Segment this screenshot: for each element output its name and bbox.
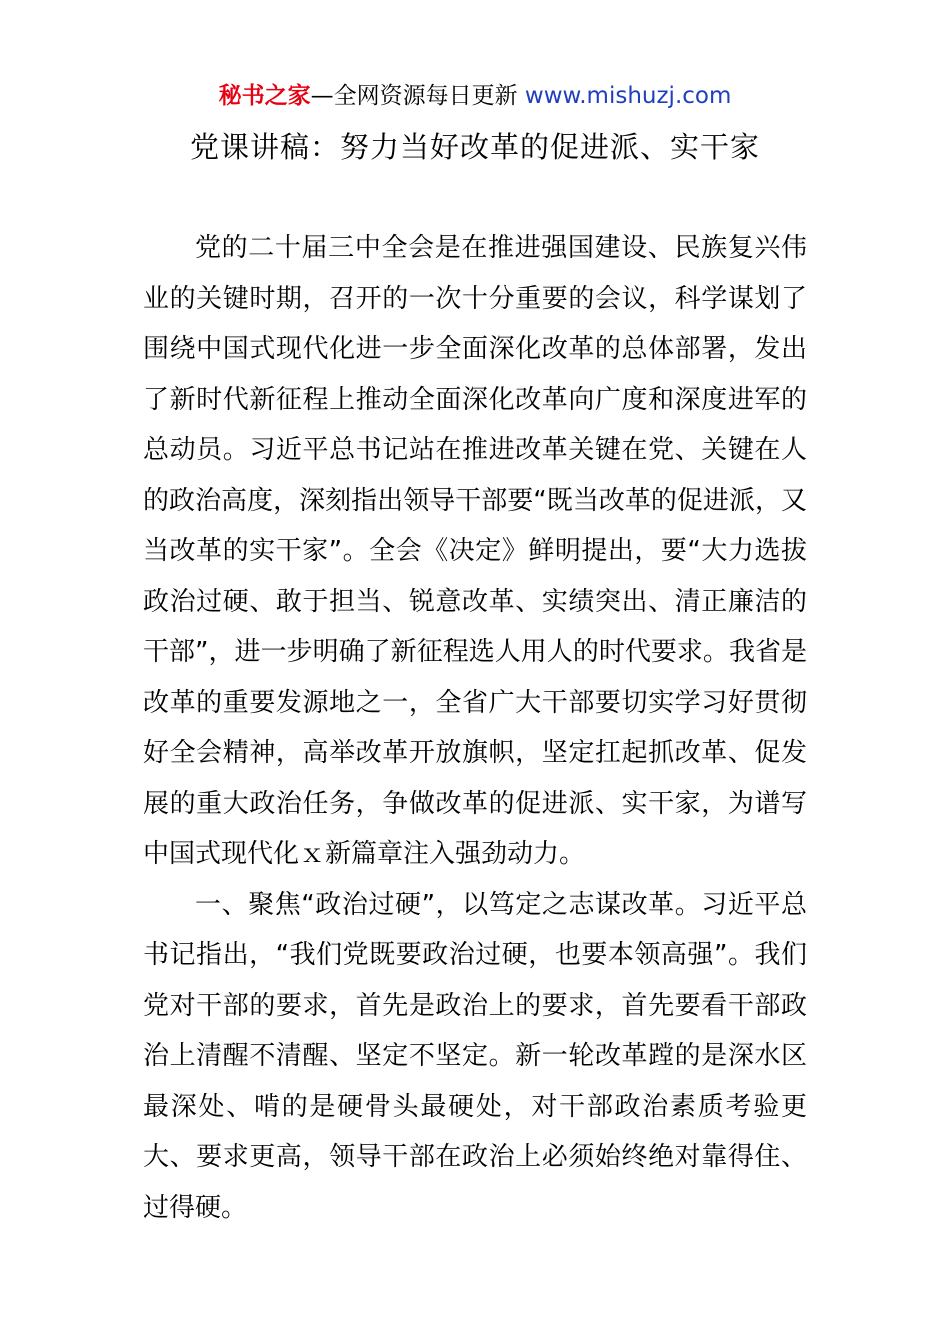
site-url-link[interactable]: www.mishuzj.com: [524, 83, 732, 109]
document-title: 党课讲稿：努力当好改革的促进派、实干家: [189, 130, 760, 164]
paragraph-intro: 党的二十届三中全会是在推进强国建设、民族复兴伟业的关键时期，召开的一次十分重要的会议，科学谋划了围绕中国式现代化进一步全面深化改革的总体部署，发出了新时代新征程上推动全面深化改革向广度和深度进军的总动员。习近平总书记站在推进改革关键在党、关键在人的政治高度，深刻指出领导干部要“既当改革的促进派，又当改革的实干家”。全会《决定》鲜明提出，要“大力选拔政治过硬、敢于担当、锐意改革、实绩突出、清正廉洁的干部”，进一步明确了新征程选人用人的时代要求。我省是改革的重要发源地之一，全省广大干部要切实学习好贯彻好全会精神，高举改革开放旗帜，坚定扛起抓改革、促发展的重大政治任务，争做改革的促进派、实干家，为谱写中国式现代化ｘ新篇章注入强劲动力。: [143, 233, 807, 869]
site-header: [0, 80, 950, 112]
brand-name: 秘书之家: [218, 83, 311, 109]
document-body: [143, 223, 807, 1233]
header-tagline: —全网资源每日更新: [310, 83, 525, 109]
paragraph-section-one: 一、聚焦“政治过硬”，以笃定之志谋改革。习近平总书记指出，“我们党既要政治过硬，也要本领高强”。我们党对干部的要求，首先是政治上的要求，首先要看干部政治上清醒不清醒、坚定不坚定。新一轮改革蹚的是深水区最深处、啃的是硬骨头最硬处，对干部政治素质考验更大、要求更高，领导干部在政治上必须始终绝对靠得住、过得硬。: [143, 889, 807, 1223]
